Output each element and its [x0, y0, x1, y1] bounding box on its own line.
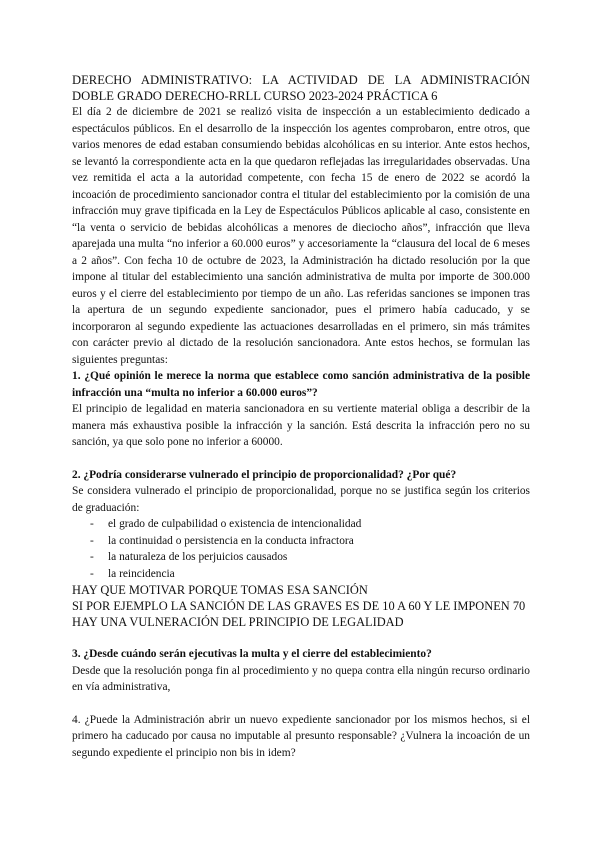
- question-2: 2. ¿Podría considerarse vulnerado el principio de proporcionalidad? ¿Por qué?: [72, 468, 457, 481]
- spacer: [72, 451, 530, 467]
- answer-3: Desde que la resolución ponga fin al procedimiento y no quepa contra ella ningún recurso ordinario en vía administrativa,: [72, 664, 530, 693]
- note-motivation: HAY QUE MOTIVAR PORQUE TOMAS ESA SANCIÓN: [72, 583, 368, 597]
- document-body: [72, 72, 530, 761]
- graduation-criteria-list: [72, 516, 530, 582]
- spacer: [72, 696, 530, 712]
- list-item: - la continuidad o persistencia en la conducta infractora: [72, 533, 530, 550]
- question-3: 3. ¿Desde cuándo serán ejecutivas la multa y el cierre del establecimiento?: [72, 648, 432, 660]
- note-legality-example: SI POR EJEMPLO LA SANCIÓN DE LAS GRAVES ES DE 10 A 60 Y LE IMPONEN 70 HAY UNA VULNERACIÓN DEL PRINCIPIO DE LEGALIDAD: [72, 599, 526, 629]
- answer-1: El principio de legalidad en materia sancionadora en su vertiente material obliga a describir de la manera más exhaustiva posible la infracción y la sanción. Está descrita la infracción pero no su sanción, ya que solo pone no inferior a 60000.: [72, 403, 530, 448]
- spacer: [72, 630, 530, 646]
- list-item: - la reincidencia: [72, 566, 530, 583]
- document-title: DERECHO ADMINISTRATIVO: LA ACTIVIDAD DE LA ADMINISTRACIÓN DOBLE GRADO DERECHO-RRLL CURSO 2023-2024 PRÁCTICA 6: [72, 73, 530, 103]
- list-item: - el grado de culpabilidad o existencia de intencionalidad: [72, 516, 530, 533]
- case-statement: El día 2 de diciembre de 2021 se realizó visita de inspección a un establecimiento dedicado a espectáculos públicos. En el desarrollo de la inspección los agentes comprobaron, entre otros, que varios menores de edad estaban consumiendo bebidas alcohólicas en su interior. Ante estos hechos, se levantó la correspondiente acta en la que quedaron reflejadas las irregularidades observadas. Una vez remitida el acta a la autoridad competente, con fecha 15 de enero de 2022 se acordó la incoación de procedimiento sancionador contra el titular del establecimiento por la comisión de una infracción muy grave tipificada en la Ley de Espectáculos Públicos aplicable al caso, consistente en “la venta o servicio de bebidas alcohólicas a menores de dieciocho años”, infracción que lleva aparejada una multa “no inferior a 60.000 euros” y accesoriamente la “clausura del local de 6 meses a 2 años”. Con fecha 10 de octubre de 2023, la Administración ha dictado resolución por la que impone al titular del establecimiento una sanción administrativa de multa por importe de 300.000 euros y el cierre del establecimiento por tiempo de un año. Las referidas sanciones se imponen tras la apertura de un segundo expediente sancionador, pues el primero había caducado, y se incorporaron al segundo expediente las actuaciones desarrolladas en el primero, sin más trámites con carácter previo al dictado de la resolución sancionadora. Ante estos hechos, se formulan las siguientes preguntas:: [72, 106, 530, 366]
- answer-2-intro: Se considera vulnerado el principio de proporcionalidad, porque no se justifica según los criterios de graduación:: [72, 485, 530, 514]
- question-4: 4. ¿Puede la Administración abrir un nuevo expediente sancionador por los mismos hechos, si el primero ha caducado por causa no imputable al presunto responsable? ¿Vulnera la incoación de un segundo expediente el principio non bis in idem?: [72, 713, 530, 759]
- question-1: 1. ¿Qué opinión le merece la norma que establece como sanción administrativa de la posible infracción una “multa no inferior a 60.000 euros”?: [72, 370, 530, 399]
- list-item: - la naturaleza de los perjuicios causados: [72, 549, 530, 566]
